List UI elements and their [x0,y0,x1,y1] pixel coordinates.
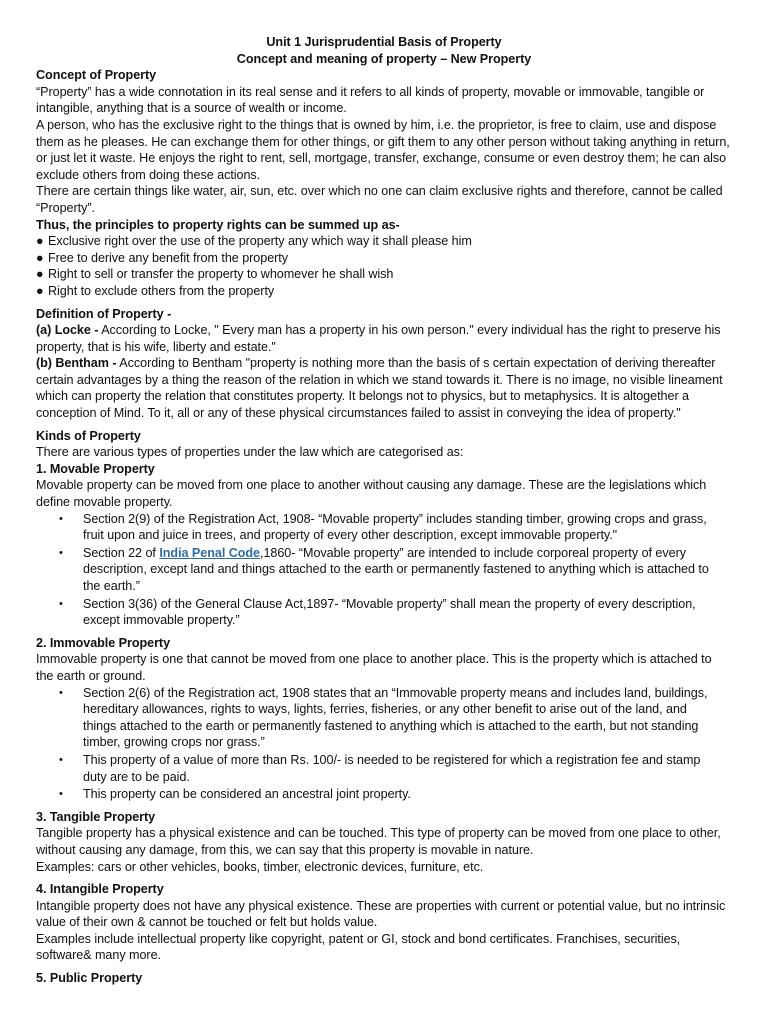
movable-text: Movable property can be moved from one place to another without causing any damage. These are the legislations which define movable property. [36,478,707,510]
list-item [59,786,718,803]
movable-list [36,511,732,629]
principles-list [36,233,732,299]
principle-text: Exclusive right over the use of the property any which way it shall please him [48,234,472,249]
principle-text: Right to exclude others from the property [48,283,275,298]
list-item-text: Section 22 of [83,545,160,560]
list-item-text: This property can be considered an ancestral joint property. [83,787,411,802]
principles-heading: Thus, the principles to property rights can be summed up as- [36,217,400,232]
concept-paragraph-1: “Property” has a wide connotation in its real sense and it refers to all kinds of property, movable or immovable, tangible or intangible, anything that is a source of wealth or income. [36,84,705,116]
india-penal-code-link[interactable]: India Penal Code [159,545,260,560]
list-item [36,283,732,300]
locke-text: According to Locke, " Every man has a property in his own person." every individual has the right to preserve his property, that is his wife, liberty and estate." [36,323,721,354]
immovable-text: Immovable property is one that cannot be moved from one place to another place. This is the property which is attached to the earth or ground. [36,652,712,683]
list-item-text: Section 2(9) of the Registration Act, 1908- “Movable property” includes standing timber, growing crops and grass, fruit upon and juice in trees, and property of every other description, except immovable property." [83,511,707,543]
principle-text: Right to sell or transfer the property to whomever he shall wish [48,267,394,282]
list-item [36,266,732,283]
list-item [36,233,732,250]
list-item [59,511,718,544]
concept-paragraph-3: There are certain things like water, air, sun, etc. over which no one can claim exclusive rights and therefore, cannot be called “Property”. [36,184,723,215]
tangible-text: Tangible property has a physical existence and can be touched. This type of property can be moved from one place to other, without causing any damage, from this, we can say that this property is movable in nature. [36,826,721,857]
kinds-heading: Kinds of Property [36,428,141,443]
concept-heading: Concept of Property [36,68,157,83]
immovable-heading: 2. Immovable Property [36,635,171,650]
list-item-text: ,1860- “Movable property” are intended to include corporeal property of every description, except land and things attached to the earth or permanently fastened to anything which is attached to the earth.” [83,545,709,593]
bullet-icon: ● [36,234,44,249]
list-item [59,685,718,751]
kinds-intro: There are various types of properties under the law which are categorised as: [36,445,464,460]
list-item-text: Section 3(36) of the General Clause Act,1897- “Movable property” shall mean the property of every description, except immovable property.” [83,596,696,628]
intangible-heading: 4. Intangible Property [36,882,164,897]
bullet-icon: • [59,546,63,559]
bullet-icon: • [59,512,63,525]
tangible-heading: 3. Tangible Property [36,809,156,824]
definition-heading: Definition of Property - [36,306,172,321]
principle-text: Free to derive any benefit from the property [48,250,289,265]
immovable-list [36,685,732,803]
list-item [59,545,718,595]
locke-label: (a) Locke - [36,323,99,338]
bentham-label: (b) Bentham - [36,356,117,371]
public-heading: 5. Public Property [36,971,143,986]
locke-definition [36,322,732,355]
bentham-definition [36,355,732,421]
bentham-text: According to Bentham "property is nothing more than the basis of s certain expectation of deriving thereafter certain advantages by a thing the reason of the relation in which we stand towards it. There is no image, no visible lineament which can property the relation that constitutes property. It belongs not to physics, but to metaphysics. It is altogether a conception of Mind. To it, all or any of these physical circumstances failed to assist in conveying the idea of property." [36,356,723,421]
list-item-text: Section 2(6) of the Registration act, 1908 states that an “Immovable property means and includes land, buildings, hereditary allowances, rights to ways, lights, ferries, fisheries, or any other benefit to arise out of the land, and things attached to the earth or permanently fastened to anything which is attached to the earth, but not standing timber, growing crops nor grass.” [83,685,708,750]
tangible-examples: Examples: cars or other vehicles, books, timber, electronic devices, furniture, etc. [36,859,484,874]
bullet-icon: • [59,788,63,801]
document-subtitle: Concept and meaning of property – New Property [236,51,532,66]
bullet-icon: • [59,597,63,610]
bullet-icon: ● [36,283,44,298]
movable-heading: 1. Movable Property [36,461,155,476]
list-item [36,250,732,267]
bullet-icon: • [59,753,63,766]
list-item-text: This property of a value of more than Rs. 100/- is needed to be registered for which a registration fee and stamp duty are to be paid. [83,752,701,784]
bullet-icon: ● [36,250,44,265]
bullet-icon: ● [36,267,44,282]
concept-paragraph-2: A person, who has the exclusive right to the things that is owned by him, i.e. the proprietor, is free to claim, use and dispose them as he pleases. He can exchange them for other things, or gift them to any other person without taking anything in return, or just let it waste. He enjoys the right to rent, sell, mortgage, transfer, exchange, consume or even destroy them; he can also exclude others from doing these actions. [36,117,730,182]
intangible-text: Intangible property does not have any physical existence. These are properties with current or potential value, but no intrinsic value of their own & cannot be touched or felt but holds value. [36,898,726,930]
intangible-examples: Examples include intellectual property like copyright, patent or GI, stock and bond certificates. Franchises, securities, software& many more. [36,931,681,963]
list-item [59,752,718,785]
document-title: Unit 1 Jurisprudential Basis of Property [266,35,502,49]
bullet-icon: • [59,686,63,699]
list-item [59,596,718,629]
